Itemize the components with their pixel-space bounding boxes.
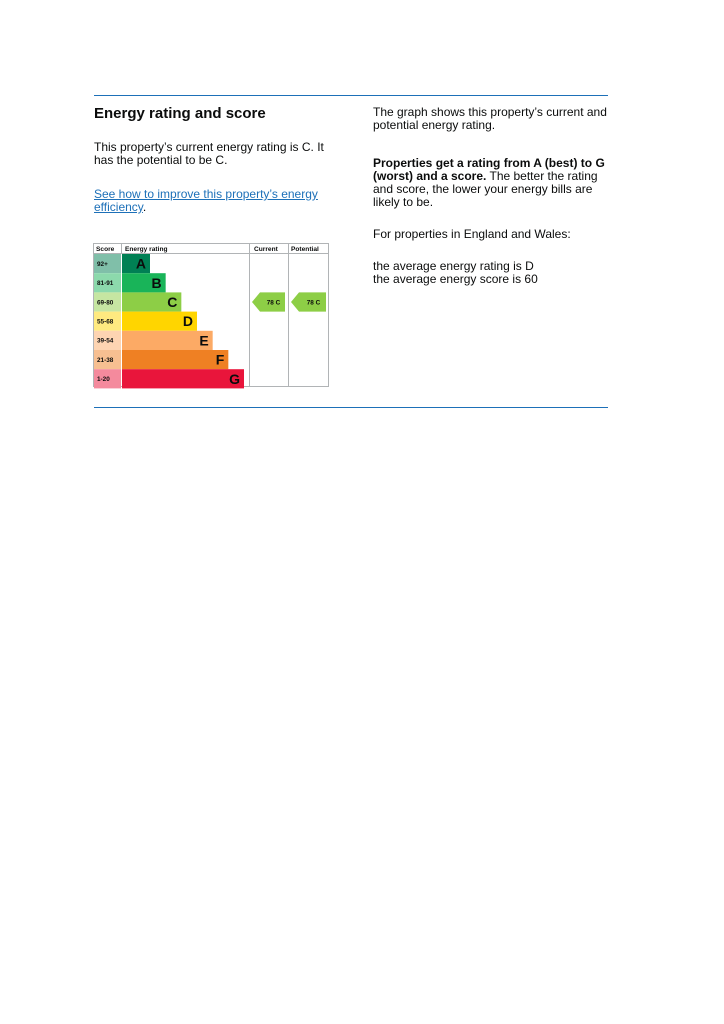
score-range-d: 55-68 xyxy=(97,318,114,326)
average-rating-text: the average energy rating is D xyxy=(373,259,534,273)
rating-range-text xyxy=(373,157,613,209)
bottom-divider xyxy=(94,407,608,408)
rating-range-rest: The better the rating and score, the lower your energy bills are likely to be. xyxy=(373,169,598,209)
rating-info xyxy=(373,106,613,286)
band-letter-e: E xyxy=(199,332,209,349)
improve-efficiency-link[interactable]: See how to improve this property’s energy efficiency xyxy=(94,187,318,214)
header-energy-rating: Energy rating xyxy=(125,246,168,253)
region-text: For properties in England and Wales: xyxy=(373,227,571,241)
page-title: Energy rating and score xyxy=(94,105,266,122)
header-current: Current xyxy=(254,246,278,253)
energy-rating-chart xyxy=(93,243,329,389)
band-letter-b: B xyxy=(151,274,162,291)
rating-range-bold: Properties get a rating from A (best) to G (worst) and a score. xyxy=(373,156,605,183)
improve-link-line xyxy=(94,188,344,214)
header-score: Score xyxy=(96,246,115,253)
graph-explanation: The graph shows this property’s current and potential energy rating. xyxy=(373,105,607,132)
score-range-g: 1-20 xyxy=(97,376,110,384)
score-range-c: 69-80 xyxy=(97,299,114,307)
improve-link-suffix: . xyxy=(142,200,147,214)
header-potential: Potential xyxy=(291,246,319,253)
band-bar-f xyxy=(122,350,228,369)
potential-rating-arrow-label: 78 C xyxy=(306,299,321,307)
band-letter-g: G xyxy=(229,370,240,387)
band-letter-c: C xyxy=(167,294,178,310)
current-rating-text: This property’s current energy rating is C. It has the potential to be C. xyxy=(94,140,324,167)
band-bar-g xyxy=(122,369,244,388)
band-letter-d: D xyxy=(182,313,193,330)
score-range-f: 21-38 xyxy=(97,356,114,364)
score-range-e: 39-54 xyxy=(97,337,114,345)
score-range-b: 81-91 xyxy=(97,280,114,288)
rating-summary xyxy=(94,104,344,214)
score-range-a: 92+ xyxy=(97,260,108,268)
average-score-text: the average energy score is 60 xyxy=(373,272,538,286)
top-divider xyxy=(94,95,608,96)
current-rating-arrow-label: 78 C xyxy=(266,299,281,307)
band-letter-f: F xyxy=(215,351,225,368)
band-letter-a: A xyxy=(135,255,146,272)
